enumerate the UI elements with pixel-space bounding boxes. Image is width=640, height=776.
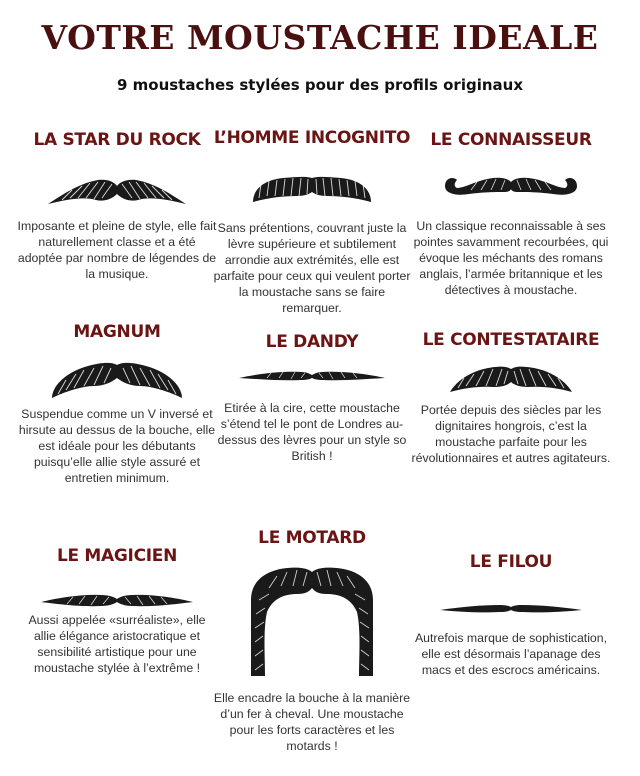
moustache-description: Portée depuis des siècles par les dignitaires hongrois, c’est la moustache parfaite pour les révolutionnaires et autres agitateurs.	[411, 403, 611, 465]
moustache-name: LA STAR DU ROCK	[33, 130, 201, 150]
magician-moustache-icon	[37, 588, 197, 612]
page-subtitle: 9 moustaches stylées pour des profils originaux	[116, 76, 524, 94]
moustache-description: Un classique reconnaissable à ses pointes savamment recourbées, qui évoque les méchants des romans anglais, l’armée britannique et les détectives à moustache.	[413, 219, 609, 297]
moustache-card-dandy	[212, 332, 412, 463]
moustache-card-rogue	[411, 552, 611, 677]
biker-moustache-icon	[247, 560, 377, 680]
moustache-description: Imposante et pleine de style, elle fait naturellement classe et a été adoptée par nombre de légendes de la musique.	[17, 219, 217, 281]
incognito-moustache-icon	[247, 168, 377, 208]
moustache-description: Sans prétentions, couvrant juste la lèvre supérieure et subtilement arrondie aux extrémités, elle est parfaite pour ceux qui veulent porter la moustache sans se faire remarquer.	[213, 221, 411, 315]
protester-moustache-icon	[446, 360, 576, 396]
moustache-description: Etirée à la cire, cette moustache s’étend tel le pont de Londres au-dessus des lèvres pour un style so British !	[217, 401, 407, 463]
moustache-card-protester	[411, 330, 611, 465]
moustache-name: L’HOMME INCOGNITO	[213, 128, 411, 148]
moustache-card-magnum	[17, 322, 217, 485]
moustache-name: LE CONTESTATAIRE	[422, 330, 600, 350]
moustache-name: MAGNUM	[73, 322, 161, 342]
moustache-name: LE MOTARD	[258, 528, 366, 548]
moustache-card-rock-star	[17, 130, 217, 281]
rogue-moustache-icon	[436, 600, 586, 616]
moustache-description: Autrefois marque de sophistication, elle est désormais l’apanage des macs et des escrocs américains.	[414, 631, 608, 677]
moustache-description: Suspendue comme un V inversé et hirsute au dessus de la bouche, elle est idéale pour les débutants puisqu’elle allie style assuré et entretien minimum.	[18, 407, 216, 485]
rock-star-moustache-icon	[42, 174, 192, 214]
moustache-card-magician	[17, 546, 217, 675]
magnum-moustache-icon	[42, 356, 192, 402]
dandy-moustache-icon	[237, 366, 387, 386]
moustache-description: Aussi appelée «surréaliste», elle allie élégance aristocratique et sensibilité artistique pour une moustache stylée à l’extrême !	[28, 613, 206, 675]
page-title: VOTRE MOUSTACHE IDEALE	[41, 18, 599, 57]
moustache-name: LE CONNAISSEUR	[430, 130, 592, 150]
moustache-card-connoisseur	[411, 130, 611, 297]
connoisseur-moustache-icon	[431, 168, 591, 202]
moustache-name: LE DANDY	[265, 332, 359, 352]
moustache-name: LE MAGICIEN	[56, 546, 178, 566]
moustache-description: Elle encadre la bouche à la manière d’un fer à cheval. Une moustache pour les forts caractères et les motards !	[213, 691, 411, 753]
moustache-card-incognito	[212, 128, 412, 315]
moustache-name: LE FILOU	[469, 552, 553, 572]
moustache-card-biker	[212, 528, 412, 753]
